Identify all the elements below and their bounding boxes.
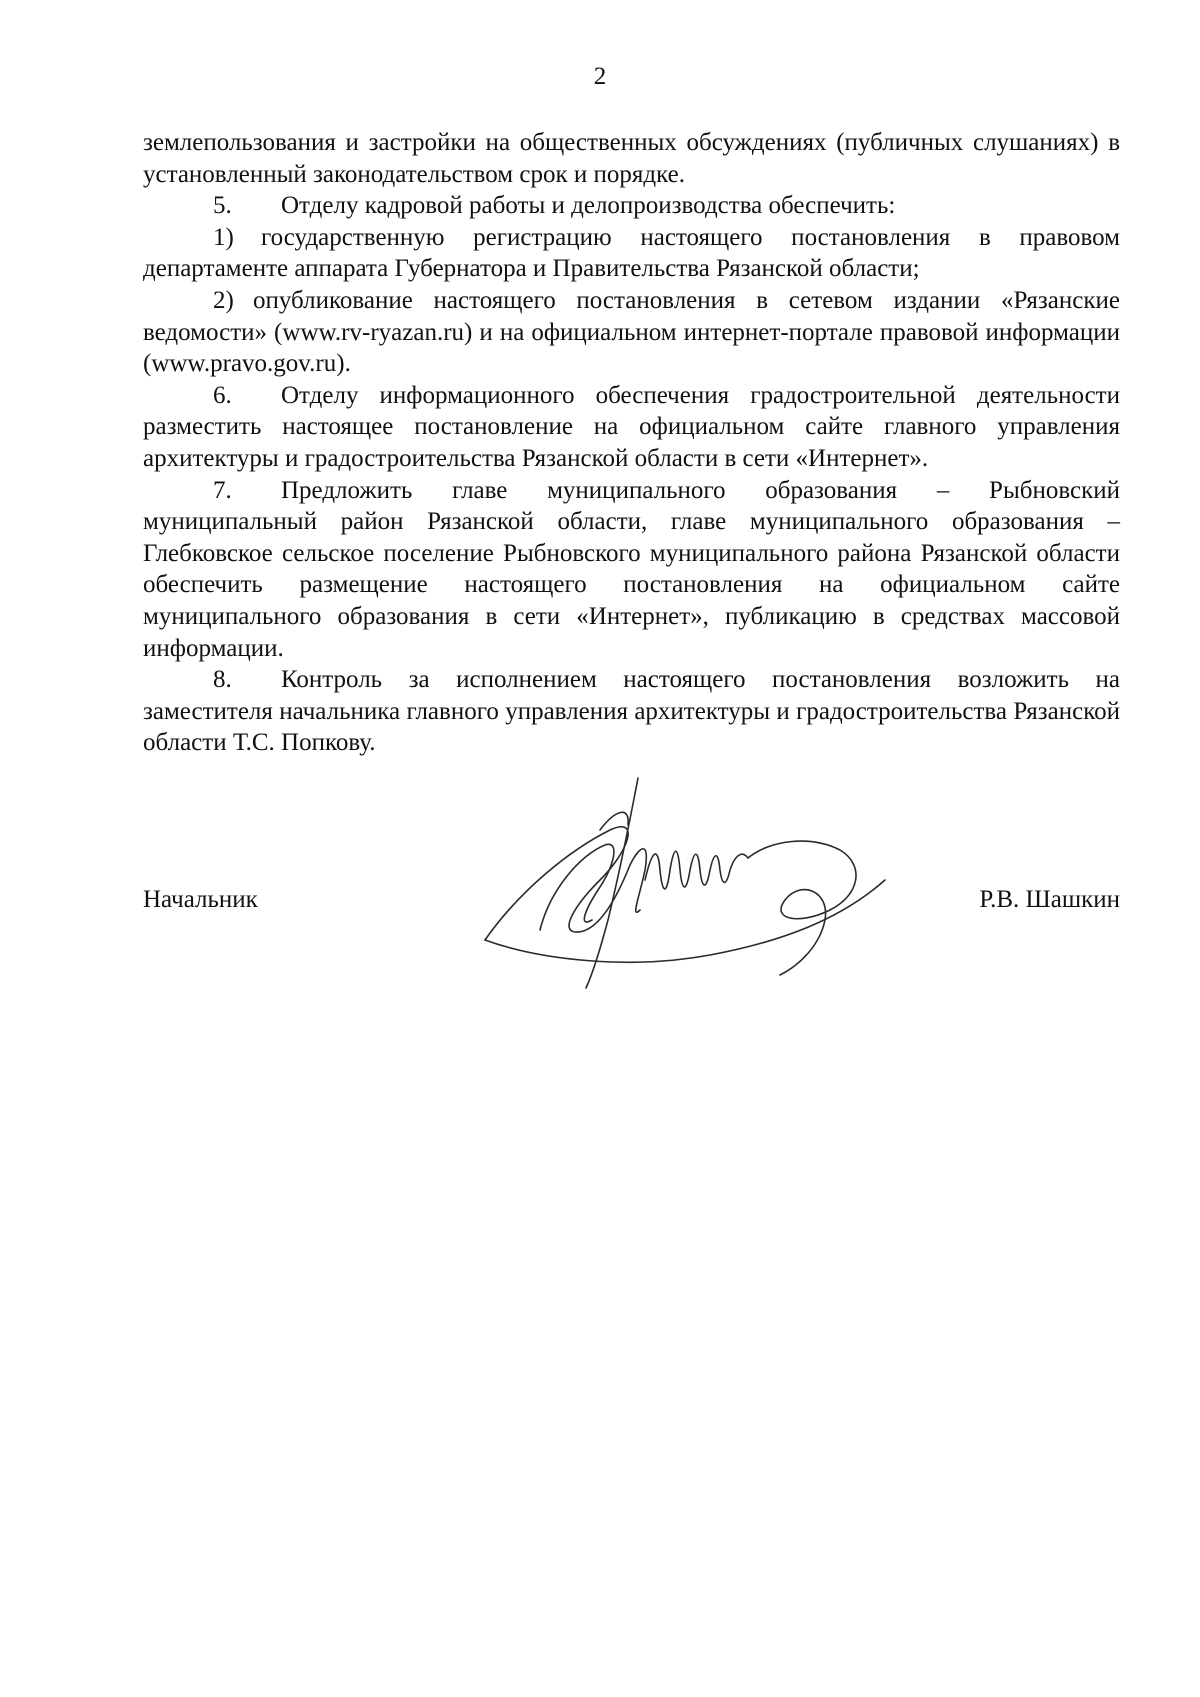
paragraph-8-text: Контроль за исполнением настоящего постановления возложить на заместителя начальника главного управления архитектуры и градостроительства Рязанской области Т.С. Попкову. [143,666,1120,757]
handwritten-signature-icon [480,770,910,1000]
paragraph-6 [143,380,1120,475]
paragraph-6-number: 6. [213,381,232,409]
paragraph-6-text: Отделу информационного обеспечения градостроительной деятельности разместить настоящее постановление на официальном сайте главного управления архитектуры и градостроительства Рязанской области в сети «Интернет». [143,381,1120,472]
paragraph-5-1 [143,222,1120,285]
signature-stroke-vertical [586,778,638,988]
paragraph-7-number: 7. [213,476,232,504]
paragraph-5-1-text: государственную регистрацию настоящего постановления в правовом департаменте аппарата Губернатора и Правительства Рязанской области; [143,223,1120,283]
paragraph-5 [143,190,1120,222]
paragraph-5-number: 5. [213,192,232,220]
paragraph-continuation: землепользования и застройки на общественных обсуждениях (публичных слушаниях) в установленный законодательством срок и порядке. [143,129,1120,188]
paragraph-5-2-number: 2) [213,286,234,314]
paragraph-5-text: Отделу кадровой работы и делопроизводства обеспечить: [281,192,896,220]
signature-stroke-tail [748,841,856,975]
signature-stroke-waves [645,851,748,889]
signature-stroke-loop-2 [540,844,614,930]
page-number: 2 [593,63,607,90]
signatory-name: Р.В. Шашкин [979,886,1120,913]
paragraph-5-1-number: 1) [213,223,234,251]
paragraph-7 [143,475,1120,665]
signatory-title: Начальник [143,886,258,913]
document-body [143,127,1120,759]
paragraph-8 [143,664,1120,759]
signature-stroke-loop [485,827,646,940]
paragraph-7-text: Предложить главе муниципального образования – Рыбновский муниципальный район Рязанской области, главе муниципального образования – Глебковское сельское поселение Рыбновского муниципального района Рязанской области обеспечить размещение настоящего постановления на официальном сайте муниципального образования в сети «Интернет», публикацию в средствах массовой информации. [143,476,1120,662]
paragraph-8-number: 8. [213,666,232,694]
paragraph-5-2 [143,285,1120,380]
paragraph-5-2-text: опубликование настоящего постановления в сетевом издании «Рязанские ведомости» (www.rv-ryazan.ru) и на официальном интернет-портале правовой информации (www.pravo.gov.ru). [143,286,1120,378]
